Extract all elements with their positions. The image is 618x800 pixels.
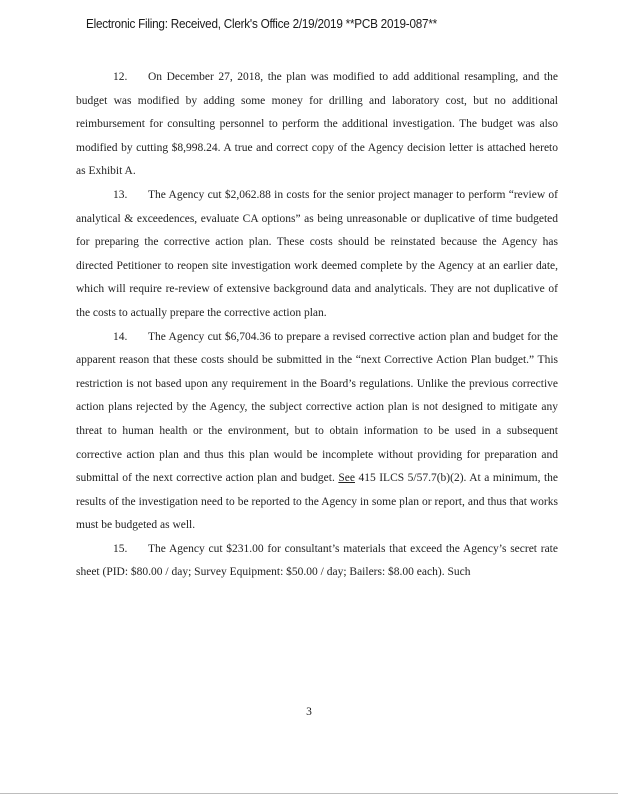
paragraph-number: 14. xyxy=(113,330,128,343)
citation-signal: See xyxy=(338,472,355,485)
paragraph-text: The Agency cut $2,062.88 in costs for the senior project manager to perform “review of analytical & exceedences, evaluate CA options” as being unreasonable or duplicative of time budgeted for preparing the corrective action plan. These costs should be reinstated because the Agency has directed Petitioner to reopen site investigation work deemed complete by the Agency at an earlier date, which will require re-review of extensive background data and analyticals. They are not duplicative of the costs to actually prepare the corrective action plan. xyxy=(76,188,558,319)
page-bottom-divider xyxy=(0,793,618,794)
paragraph-14 xyxy=(76,326,558,538)
paragraph-13 xyxy=(76,184,558,326)
paragraph-number: 13. xyxy=(113,188,128,201)
paragraph-12 xyxy=(76,66,558,184)
paragraph-text: The Agency cut $231.00 for consultant’s materials that exceed the Agency’s secret rate sheet (PID: $80.00 / day; Survey Equipment: $50.00 / day; Bailers: $8.00 each). Such xyxy=(76,542,558,579)
paragraph-number: 12. xyxy=(113,71,128,83)
paragraph-number: 15. xyxy=(113,542,128,555)
paragraph-text: The Agency cut $6,704.36 to prepare a revised corrective action plan and budget for the apparent reason that these costs should be submitted in the “next Corrective Action Plan budget.” This restriction is not based upon any requirement in the Board’s regulations. Unlike the previous corrective action plans rejected by the Agency, the subject corrective action plan is not designed to mitigate any threat to human health or the environment, but to obtain information to be used in a subsequent corrective action plan and thus this plan would be incomplete without providing for preparation and submittal of the next corrective action plan and budget. xyxy=(76,330,558,485)
body-text xyxy=(76,66,558,585)
paragraph-15 xyxy=(76,538,558,585)
filing-header: Electronic Filing: Received, Clerk's Office 2/19/2019 **PCB 2019-087** xyxy=(86,17,437,31)
page-number: 3 xyxy=(306,706,312,718)
paragraph-text: On December 27, 2018, the plan was modified to add additional resampling, and the budget was modified by adding some money for drilling and laboratory cost, but no additional reimbursement for consulting personnel to perform the additional investigation. The budget was also modified by cutting $8,998.24. A true and correct copy of the Agency decision letter is attached hereto as Exhibit A. xyxy=(76,71,558,178)
paragraph-text-continued: 415 ILCS 5/57.7(b)(2). At a minimum, the results of the investigation need to be reported to the Agency in some plan or report, and thus that works must be budgeted as well. xyxy=(76,472,558,532)
